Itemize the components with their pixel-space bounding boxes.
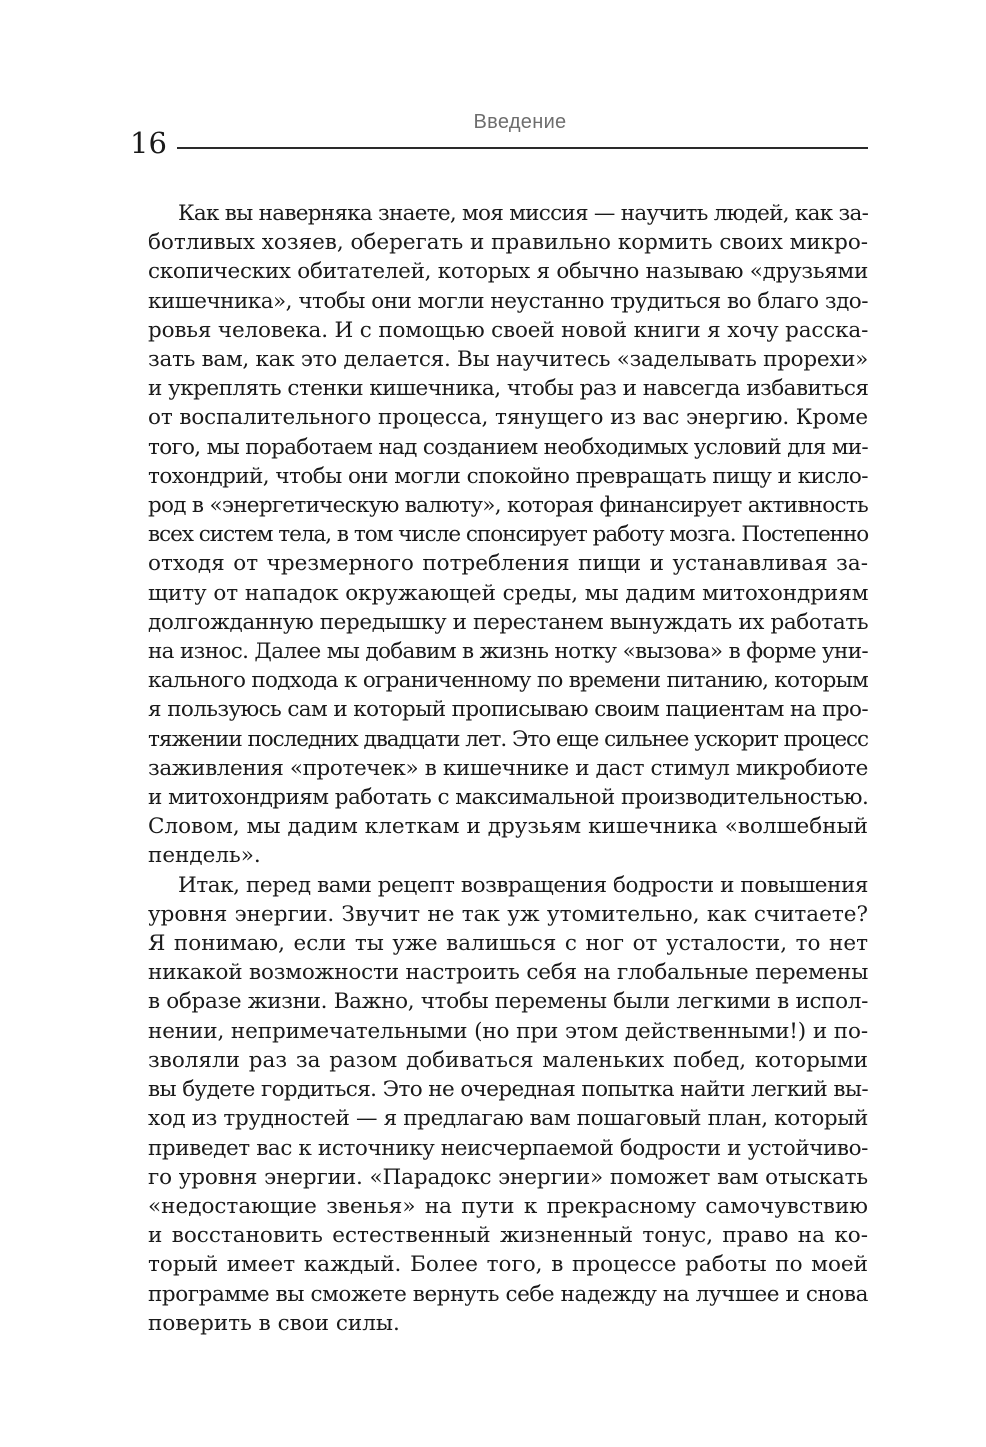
text-line: заживления «протечек» в кишечнике и даст стимул микробиоте [148,755,868,781]
paragraph-2 [148,871,868,1338]
text-line: и митохондриям работать с максимальной производительностью. [148,785,869,811]
text-line: того, мы поработаем над созданием необходимых условий для ми- [148,434,868,460]
text-line: нении, непримечательными (но при этом действенными!) и по- [148,1018,868,1044]
text-line: отходя от чрезмерного потребления пищи и устанавливая за- [148,551,868,577]
text-line: пендель». [148,843,261,869]
text-line: всех систем тела, в том числе спонсирует работу мозга. Постепенно [148,522,869,548]
header-rule [177,147,868,149]
text-line: щиту от нападок окружающей среды, мы дадим митохондриям [148,580,869,606]
text-line: приведет вас к источнику неисчерпаемой бодрости и устойчиво- [148,1135,868,1161]
text-line: Словом, мы дадим клеткам и друзьям кишечника «волшебный [148,814,868,840]
text-line: и восстановить естественный жизненный тонус, право на ко- [148,1223,868,1249]
body-text [148,199,868,1338]
text-line: уровня энергии. Звучит не так уж утомительно, как считаете? [148,901,868,927]
text-line: долгожданную передышку и перестанем вынуждать их работать [148,609,869,635]
text-line: и укреплять стенки кишечника, чтобы раз и навсегда избавиться [148,376,869,402]
text-line: Как вы наверняка знаете, моя миссия — научить людей, как за- [178,201,869,226]
text-line: кального подхода к ограниченному по времени питанию, которым [148,668,868,694]
text-line: род в «энергетическую валюту», которая финансирует активность [148,493,868,519]
text-line: торый имеет каждый. Более того, в процессе работы по моей [148,1252,868,1278]
text-line: в образе жизни. Важно, чтобы перемены были легкими в испол- [148,989,869,1015]
text-line: Я понимаю, если ты уже валишься с ног от усталости, то нет [148,931,868,957]
page-number: 16 [130,126,167,160]
text-line: никакой возможности настроить себя на глобальные перемены [148,960,869,986]
paragraph-1 [148,199,868,871]
text-line: ровья человека. И с помощью своей новой книги я хочу расска- [148,317,869,343]
text-line: поверить в свои силы. [148,1310,400,1336]
text-line: кишечника», чтобы они могли неустанно трудиться во благо здо- [148,288,868,314]
text-line: Итак, перед вами рецепт возвращения бодрости и повышения [178,872,868,898]
text-line: го уровня энергии. «Парадокс энергии» поможет вам отыскать [148,1164,868,1190]
text-line: тохондрий, чтобы они могли спокойно превращать пищу и кисло- [148,463,868,489]
text-line: «недостающие звенья» на пути к прекрасному самочувствию [148,1193,868,1219]
text-line: зволяли раз за разом добиваться маленьких побед, которыми [148,1047,868,1073]
running-title: Введение [473,111,567,133]
text-line: ботливых хозяев, оберегать и правильно кормить своих микро- [148,230,868,256]
text-line: программе вы сможете вернуть себе надежду на лучшее и снова [148,1281,868,1307]
text-line: я пользуюсь сам и который прописываю своим пациентам на про- [148,697,868,723]
text-line: зать вам, как это делается. Вы научитесь «заделывать прорехи» [148,347,869,373]
text-line: скопических обитателей, которых я обычно называю «друзьями [148,259,868,285]
text-line: от воспалительного процесса, тянущего из вас энергию. Кроме [148,405,868,431]
text-line: тяжении последних двадцати лет. Это еще сильнее ускорит процесс [148,726,868,752]
text-line: на износ. Далее мы добавим в жизнь нотку «вызова» в форме уни- [148,639,868,665]
text-line: ход из трудностей — я предлагаю вам пошаговый план, который [148,1106,868,1132]
text-line: вы будете гордиться. Это не очередная попытка найти легкий вы- [148,1077,868,1103]
